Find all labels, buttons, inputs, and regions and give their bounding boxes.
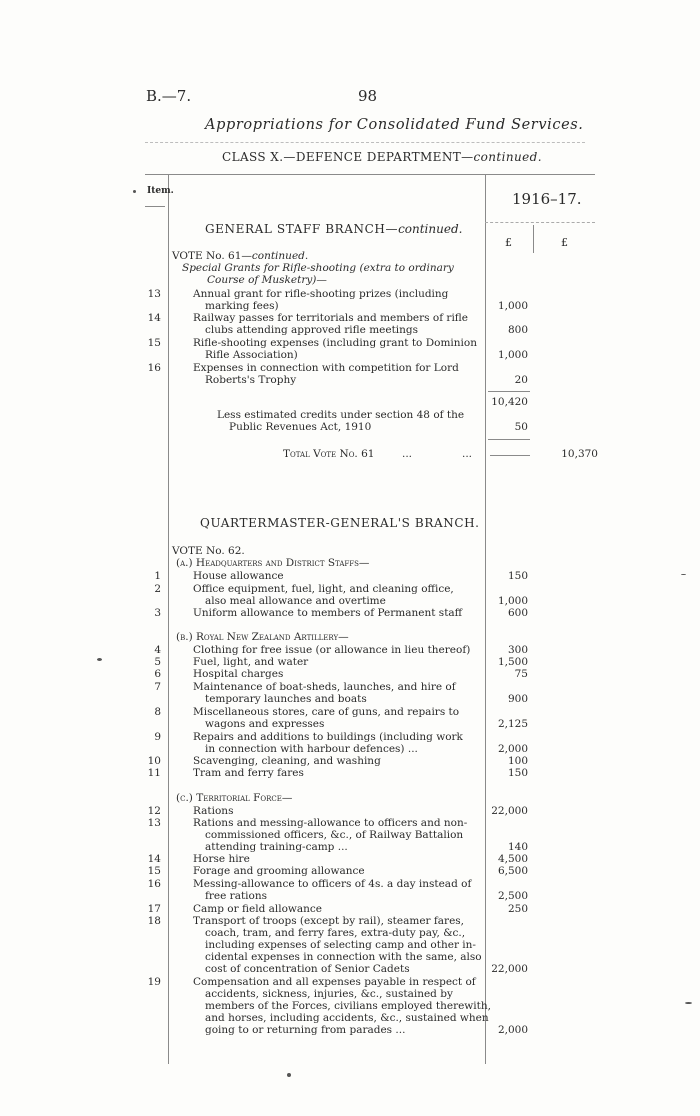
item-number: 8	[154, 706, 161, 718]
item-description-cont: wagons and expresses	[205, 718, 325, 730]
item-number: 15	[147, 337, 161, 349]
page-title: Appropriations for Consolidated Fund Services.	[205, 117, 584, 133]
item-number: 4	[154, 644, 161, 656]
year-header-rule	[485, 222, 595, 223]
item-description: Scavenging, cleaning, and washing	[193, 755, 381, 767]
item-description-cont: cidental expenses in connection with the same, also	[205, 951, 482, 963]
item-number: 16	[147, 362, 161, 374]
item-number: 13	[147, 288, 161, 300]
table-top-rule	[145, 174, 595, 175]
total-blank-rule	[490, 455, 530, 456]
item-number: 13	[147, 817, 161, 829]
item-description: Clothing for free issue (or allowance in lieu thereof)	[193, 644, 471, 656]
item-description: Rifle-shooting expenses (including grant to Dominion	[193, 337, 477, 349]
item-description-cont: clubs attending approved rifle meetings	[205, 324, 419, 336]
total-leader-2: ...	[462, 448, 473, 460]
item-description-cont: free rations	[205, 890, 268, 902]
item-amount: 22,000	[491, 963, 528, 975]
item-amount: 6,500	[497, 865, 528, 877]
item-number: 7	[154, 681, 161, 693]
item-number: 11	[147, 767, 161, 779]
item-number: 16	[147, 878, 161, 890]
item-description: Compensation and all expenses payable in respect of	[193, 976, 476, 988]
section-a-heading: (a.) Headquarters and District Staffs—	[176, 557, 370, 569]
scan-speck	[97, 658, 102, 661]
item-description-cont: marking fees)	[205, 300, 279, 312]
item-description: Tram and ferry fares	[193, 767, 304, 779]
vote-61-heading	[172, 250, 308, 262]
scan-speck	[287, 1073, 291, 1077]
item-description: Messing-allowance to officers of 4s. a day instead of	[193, 878, 472, 890]
class-heading	[222, 150, 542, 164]
item-amount: 4,500	[497, 853, 528, 865]
item-amount: 600	[507, 607, 528, 619]
item-number: 6	[154, 668, 161, 680]
item-description: Annual grant for rifle-shooting prizes (including	[193, 288, 449, 300]
item-description: Miscellaneous stores, care of guns, and repairs to	[193, 706, 460, 718]
scan-speck	[133, 190, 136, 193]
subhead-line-2: Course of Musketry)—	[207, 274, 327, 286]
item-amount: 250	[507, 903, 528, 915]
class-heading-main: CLASS X.—DEFENCE DEPARTMENT—	[222, 150, 474, 164]
item-amount: 800	[507, 324, 528, 336]
class-heading-continued: continued.	[473, 150, 542, 164]
item-number: 2	[154, 583, 161, 595]
item-description: Railway passes for territorials and members of rifle	[193, 312, 469, 324]
item-number: 18	[147, 915, 161, 927]
gsb-heading-main: GENERAL STAFF BRANCH—	[205, 222, 399, 236]
vote-61-label: VOTE No. 61—	[172, 250, 252, 262]
vote-61-continued: continued.	[251, 250, 309, 262]
item-description-cont: also meal allowance and overtime	[205, 595, 386, 607]
item-description: Office equipment, fuel, light, and cleaning office,	[193, 583, 454, 595]
item-amount: 100	[507, 755, 528, 767]
item-description-cont: members of the Forces, civilians employed therewith,	[205, 1000, 491, 1012]
item-description-cont: cost of concentration of Senior Cadets	[205, 963, 410, 975]
item-description: Rations	[193, 805, 234, 817]
item-amount: 2,000	[497, 743, 528, 755]
item-description-cont: going to or returning from parades ...	[205, 1024, 406, 1036]
subhead-line-1: Special Grants for Rifle-shooting (extra to ordinary	[182, 262, 454, 274]
item-description-cont: accidents, sickness, injuries, &c., sustained by	[205, 988, 453, 1000]
item-number: 17	[147, 903, 161, 915]
item-description: Uniform allowance to members of Permanent staff	[193, 607, 463, 619]
gsb-heading-continued: continued.	[398, 222, 463, 236]
section-c-heading: (c.) Territorial Force—	[176, 792, 293, 804]
item-description: Repairs and additions to buildings (including work	[193, 731, 463, 743]
item-amount: 900	[507, 693, 528, 705]
item-description-cont: commissioned officers, &c., of Railway Battalion	[205, 829, 464, 841]
year-column-header: 1916–17.	[512, 190, 582, 208]
item-description-cont: and horses, including accidents, &c., sustained when	[205, 1012, 489, 1024]
item-number: 3	[154, 607, 161, 619]
scan-speck	[681, 574, 686, 575]
item-amount: 140	[507, 841, 528, 853]
item-number: 15	[147, 865, 161, 877]
item-amount: 1,000	[497, 300, 528, 312]
total-rule	[488, 439, 530, 440]
item-amount: 75	[514, 668, 528, 680]
subtotal-rule	[488, 391, 530, 392]
item-description-cont: Rifle Association)	[205, 349, 298, 361]
item-amount: 300	[507, 644, 528, 656]
less-credits-amount: 50	[514, 421, 528, 433]
item-description: Camp or field allowance	[193, 903, 323, 915]
title-rule	[145, 142, 585, 143]
item-description: Maintenance of boat-sheds, launches, and hire of	[193, 681, 456, 693]
item-description: Fuel, light, and water	[193, 656, 309, 668]
item-number: 14	[147, 853, 161, 865]
total-leader-1: ...	[402, 448, 413, 460]
item-number: 1	[154, 570, 161, 582]
pound-column-divider	[533, 225, 534, 253]
item-column-header: Item.	[147, 186, 174, 196]
less-credits-line-1: Less estimated credits under section 48 of the	[217, 409, 465, 421]
item-description-cont: Roberts's Trophy	[205, 374, 297, 386]
item-number: 12	[147, 805, 161, 817]
item-description: Transport of troops (except by rail), steamer fares,	[193, 915, 465, 927]
item-amount: 22,000	[491, 805, 528, 817]
item-amount: 1,000	[497, 349, 528, 361]
item-amount: 2,125	[497, 718, 528, 730]
item-description-cont: temporary launches and boats	[205, 693, 367, 705]
item-description: Expenses in connection with competition for Lord	[193, 362, 459, 374]
pound-sign-detail: £	[505, 236, 512, 249]
item-number: 19	[147, 976, 161, 988]
qmg-heading: QUARTERMASTER-GENERAL'S BRANCH.	[200, 516, 480, 530]
item-number: 5	[154, 656, 161, 668]
item-amount: 1,500	[497, 656, 528, 668]
item-number: 9	[154, 731, 161, 743]
page-number: 98	[358, 87, 378, 105]
item-description-cont: including expenses of selecting camp and other in-	[205, 939, 476, 951]
vote-62-heading: VOTE No. 62.	[172, 545, 245, 557]
item-description-cont: coach, tram, and ferry fares, extra-duty pay, &c.,	[205, 927, 466, 939]
item-amount: 1,000	[497, 595, 528, 607]
pound-sign-total: £	[561, 236, 568, 249]
item-number: 14	[147, 312, 161, 324]
total-vote-61-amount: 10,370	[561, 448, 598, 460]
subtotal-amount: 10,420	[491, 396, 528, 408]
item-description: Horse hire	[193, 853, 250, 865]
item-description-cont: in connection with harbour defences) ...	[205, 743, 418, 755]
item-amount: 150	[507, 767, 528, 779]
gsb-heading	[205, 222, 462, 236]
item-description-cont: attending training-camp ...	[205, 841, 348, 853]
item-amount: 2,000	[497, 1024, 528, 1036]
total-vote-61-label: Total Vote No. 61	[283, 448, 375, 460]
item-description: House allowance	[193, 570, 284, 582]
item-column-divider	[168, 174, 169, 1064]
less-credits-line-2: Public Revenues Act, 1910	[229, 421, 372, 433]
item-amount: 2,500	[497, 890, 528, 902]
item-number: 10	[147, 755, 161, 767]
item-amount: 20	[514, 374, 528, 386]
document-reference: B.—7.	[146, 87, 192, 105]
section-b-heading: (b.) Royal New Zealand Artillery—	[176, 631, 349, 643]
item-description: Rations and messing-allowance to officers and non-	[193, 817, 468, 829]
item-description: Hospital charges	[193, 668, 284, 680]
scan-speck	[685, 1002, 692, 1004]
item-amount: 150	[507, 570, 528, 582]
item-description: Forage and grooming allowance	[193, 865, 365, 877]
item-header-rule	[145, 206, 165, 207]
